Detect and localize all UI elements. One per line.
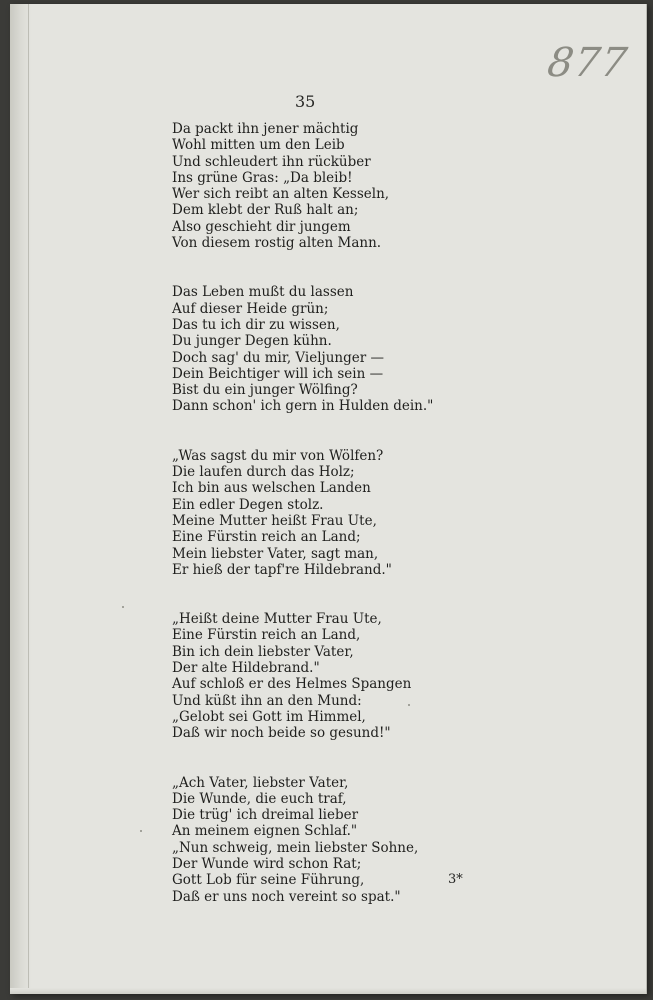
verse-line: Daß wir noch beide so gesund!"	[172, 725, 391, 742]
verse-line: Doch sag' du mir, Vieljunger —	[172, 349, 385, 366]
verse-line: Mein liebster Vater, sagt man,	[172, 545, 379, 562]
stanza	[172, 775, 472, 905]
verse-line: Der Wunde wird schon Rat;	[172, 855, 362, 872]
stanza	[172, 121, 472, 251]
printer-signature-mark: 3*	[448, 872, 463, 887]
verse-line: Da packt ihn jener mächtig	[172, 121, 359, 137]
verse-line: Ins grüne Gras: „Da bleib!	[172, 169, 353, 186]
page-bottom-edge	[10, 988, 646, 994]
verse-line: Ein edler Degen stolz.	[172, 496, 324, 513]
verse-line: Wohl mitten um den Leib	[172, 137, 345, 154]
verse-line: An meinem eignen Schlaf."	[172, 823, 358, 840]
verse-line: Dein Beichtiger will ich sein —	[172, 365, 384, 382]
archive-number-mark: 877	[544, 40, 631, 86]
verse-line: Meine Mutter heißt Frau Ute,	[172, 512, 377, 529]
verse-line: Die laufen durch das Holz;	[172, 464, 355, 481]
stanza	[172, 284, 472, 414]
paper-speck	[408, 704, 410, 706]
verse-line: Bist du ein junger Wölfing?	[172, 382, 358, 399]
verse-line: Der alte Hildebrand."	[172, 660, 320, 677]
verse-line: „Nun schweig, mein liebster Sohne,	[172, 839, 419, 856]
verse-line: Von diesem rostig alten Mann.	[172, 235, 382, 252]
binding-fold-line	[28, 4, 29, 994]
verse-line: Daß er uns noch vereint so spat."	[172, 888, 401, 905]
verse-line: Auf schloß er des Helmes Spangen	[172, 676, 412, 693]
verse-line: Bin ich dein liebster Vater,	[172, 643, 354, 660]
book-page	[10, 4, 646, 994]
paper-speck	[140, 830, 142, 832]
verse-line: „Gelobt sei Gott im Himmel,	[172, 708, 366, 725]
verse-line: Wer sich reibt an alten Kesseln,	[172, 186, 390, 203]
verse-line: Gott Lob für seine Führung,	[172, 872, 365, 889]
verse-line: Und küßt ihn an den Mund:	[172, 692, 362, 709]
verse-line: Dann schon' ich gern in Hulden dein."	[172, 398, 434, 415]
page-number: 35	[295, 92, 316, 111]
verse-line: Er hieß der tapf're Hildebrand."	[172, 561, 392, 578]
verse-line: Eine Fürstin reich an Land,	[172, 627, 361, 644]
stanza	[172, 448, 472, 578]
verse-line: Die trüg' ich dreimal lieber	[172, 807, 359, 824]
paper-speck	[122, 606, 124, 608]
verse-line: Und schleudert ihn rücküber	[172, 153, 371, 170]
verse-line: Das tu ich dir zu wissen,	[172, 316, 340, 333]
verse-line: Also geschieht dir jungem	[172, 218, 351, 235]
verse-line: „Heißt deine Mutter Frau Ute,	[172, 611, 382, 628]
verse-line: Die Wunde, die euch traf,	[172, 790, 347, 807]
poem-text	[172, 121, 472, 938]
verse-line: „Ach Vater, liebster Vater,	[172, 774, 349, 791]
verse-line: Dem klebt der Ruß halt an;	[172, 202, 359, 219]
stanza	[172, 611, 472, 741]
verse-line: „Was sagst du mir von Wölfen?	[172, 447, 384, 464]
verse-line: Du junger Degen kühn.	[172, 333, 332, 350]
verse-line: Eine Fürstin reich an Land;	[172, 529, 361, 546]
verse-line: Auf dieser Heide grün;	[172, 300, 329, 317]
verse-line: Das Leben mußt du lassen	[172, 284, 354, 301]
verse-line: Ich bin aus welschen Landen	[172, 480, 371, 497]
